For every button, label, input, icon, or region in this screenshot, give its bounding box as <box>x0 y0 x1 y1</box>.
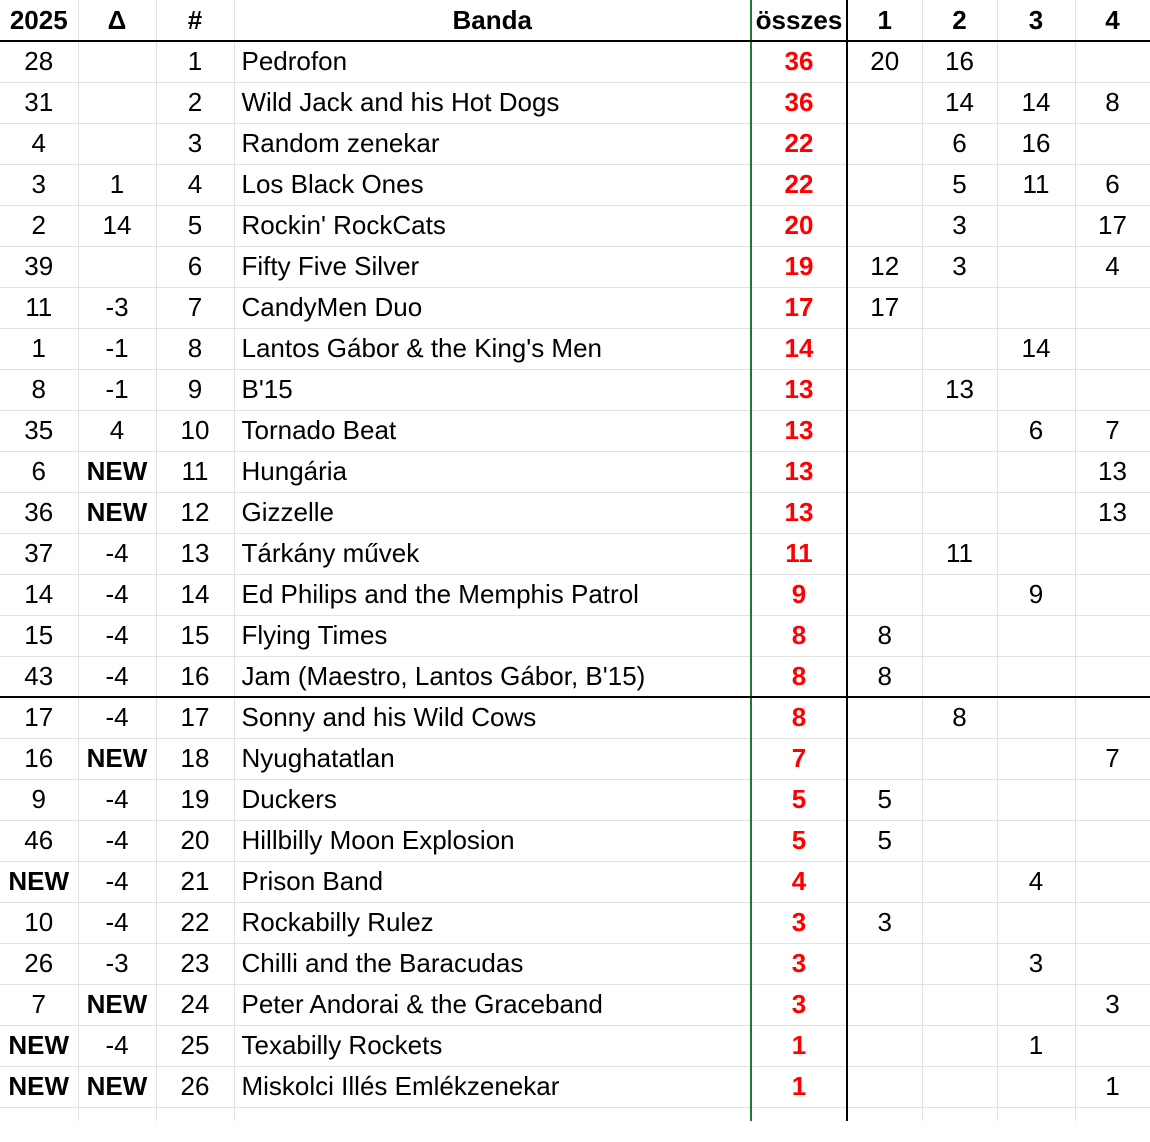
cell-year[interactable]: 43 <box>0 656 78 697</box>
header-total[interactable]: összes <box>751 0 847 41</box>
cell-rank[interactable]: 8 <box>156 328 234 369</box>
cell-delta[interactable]: NEW <box>78 492 156 533</box>
cell-round-1[interactable]: 5 <box>847 820 922 861</box>
table-row <box>0 984 1150 1025</box>
cell-band[interactable]: Lantos Gábor & the King's Men <box>234 328 751 369</box>
cell-total[interactable]: 1 <box>751 1066 847 1107</box>
cell-round-3[interactable] <box>997 984 1075 1025</box>
cell-rank[interactable]: 4 <box>156 164 234 205</box>
cell-round-2[interactable] <box>922 902 997 943</box>
table-row <box>0 82 1150 123</box>
cell-delta[interactable] <box>78 82 156 123</box>
cell-total[interactable]: 5 <box>751 820 847 861</box>
cell-year[interactable]: 39 <box>0 246 78 287</box>
cell-round-2[interactable] <box>922 451 997 492</box>
cell-total[interactable]: 36 <box>751 41 847 82</box>
cell-total[interactable]: 3 <box>751 943 847 984</box>
header-round-4[interactable]: 4 <box>1075 0 1150 41</box>
cell-round-3[interactable]: 14 <box>997 328 1075 369</box>
cell-rank[interactable]: 15 <box>156 615 234 656</box>
cell-year[interactable]: NEW <box>0 1025 78 1066</box>
cell-round-3[interactable] <box>997 205 1075 246</box>
cell-total[interactable]: 13 <box>751 451 847 492</box>
cell-round-3[interactable]: 16 <box>997 123 1075 164</box>
cell-rank[interactable]: 12 <box>156 492 234 533</box>
cell-round-4[interactable] <box>1075 1025 1150 1066</box>
cell-total[interactable]: 20 <box>751 205 847 246</box>
cell-round-2[interactable] <box>922 656 997 697</box>
cell-rank[interactable]: 2 <box>156 82 234 123</box>
cell-band[interactable]: Flying Times <box>234 615 751 656</box>
cell-band[interactable]: Wild Jack and his Hot Dogs <box>234 82 751 123</box>
cell-delta[interactable]: -1 <box>78 369 156 410</box>
table-row <box>0 369 1150 410</box>
cell-round-3[interactable] <box>997 902 1075 943</box>
cell-delta[interactable]: -4 <box>78 861 156 902</box>
cell-band[interactable]: Jam (Maestro, Lantos Gábor, B'15) <box>234 656 751 697</box>
cell-band[interactable]: Ed Philips and the Memphis Patrol <box>234 574 751 615</box>
cell-round-1[interactable] <box>847 369 922 410</box>
header-band[interactable]: Banda <box>234 0 751 41</box>
cell-round-2[interactable]: 3 <box>922 205 997 246</box>
cell-round-2[interactable] <box>922 1025 997 1066</box>
cell-band[interactable]: Pedrofon <box>234 41 751 82</box>
cell-band[interactable]: Nyughatatlan <box>234 738 751 779</box>
cell-round-4[interactable]: 1 <box>1075 1066 1150 1107</box>
cell-total[interactable]: 9 <box>751 574 847 615</box>
cell-total[interactable]: 13 <box>751 492 847 533</box>
cell-year[interactable]: 16 <box>0 738 78 779</box>
cell-round-3[interactable]: 9 <box>997 574 1075 615</box>
cell-round-1[interactable]: 8 <box>847 656 922 697</box>
cell-round-1[interactable]: 5 <box>847 779 922 820</box>
cell-round-1[interactable] <box>847 1066 922 1107</box>
cell-rank[interactable]: 24 <box>156 984 234 1025</box>
cell-round-1[interactable] <box>847 205 922 246</box>
cell-round-2[interactable]: 11 <box>922 533 997 574</box>
cell-band[interactable]: Gizzelle <box>234 492 751 533</box>
cell-total[interactable]: 19 <box>751 246 847 287</box>
cell-round-4[interactable]: 17 <box>1075 205 1150 246</box>
empty-cell[interactable] <box>1075 1107 1150 1121</box>
cell-round-4[interactable] <box>1075 287 1150 328</box>
cell-delta[interactable]: -1 <box>78 328 156 369</box>
cell-round-3[interactable] <box>997 656 1075 697</box>
cell-round-3[interactable] <box>997 287 1075 328</box>
table-row <box>0 123 1150 164</box>
cell-delta[interactable]: -4 <box>78 697 156 738</box>
cell-rank[interactable]: 21 <box>156 861 234 902</box>
cell-rank[interactable]: 26 <box>156 1066 234 1107</box>
table-row <box>0 410 1150 451</box>
cell-round-3[interactable] <box>997 1066 1075 1107</box>
cell-rank[interactable]: 18 <box>156 738 234 779</box>
cell-round-1[interactable]: 3 <box>847 902 922 943</box>
table-row <box>0 902 1150 943</box>
cell-year[interactable]: 14 <box>0 574 78 615</box>
cell-band[interactable]: Peter Andorai & the Graceband <box>234 984 751 1025</box>
cell-total[interactable]: 3 <box>751 984 847 1025</box>
cell-rank[interactable]: 3 <box>156 123 234 164</box>
cell-band[interactable]: Fifty Five Silver <box>234 246 751 287</box>
cell-round-2[interactable] <box>922 1066 997 1107</box>
cell-round-1[interactable] <box>847 943 922 984</box>
cell-band[interactable]: Los Black Ones <box>234 164 751 205</box>
cell-delta[interactable]: -4 <box>78 533 156 574</box>
cell-round-4[interactable] <box>1075 41 1150 82</box>
cell-round-1[interactable]: 12 <box>847 246 922 287</box>
empty-cell[interactable] <box>156 1107 234 1121</box>
table-row <box>0 943 1150 984</box>
cell-round-1[interactable] <box>847 123 922 164</box>
cell-rank[interactable]: 23 <box>156 943 234 984</box>
table-row <box>0 492 1150 533</box>
cell-round-1[interactable] <box>847 1025 922 1066</box>
table-row <box>0 738 1150 779</box>
cell-total[interactable]: 1 <box>751 1025 847 1066</box>
empty-cell[interactable] <box>0 1107 78 1121</box>
cell-year[interactable]: 8 <box>0 369 78 410</box>
cell-round-2[interactable]: 6 <box>922 123 997 164</box>
cell-year[interactable]: 46 <box>0 820 78 861</box>
cell-round-4[interactable] <box>1075 697 1150 738</box>
cell-round-4[interactable]: 7 <box>1075 738 1150 779</box>
cell-round-3[interactable]: 4 <box>997 861 1075 902</box>
cell-round-3[interactable]: 11 <box>997 164 1075 205</box>
cell-round-4[interactable] <box>1075 656 1150 697</box>
cell-round-4[interactable] <box>1075 123 1150 164</box>
cell-year[interactable]: 11 <box>0 287 78 328</box>
cell-round-3[interactable] <box>997 492 1075 533</box>
cell-band[interactable]: Duckers <box>234 779 751 820</box>
cell-year[interactable]: 3 <box>0 164 78 205</box>
cell-rank[interactable]: 11 <box>156 451 234 492</box>
cell-rank[interactable]: 20 <box>156 820 234 861</box>
cell-total[interactable]: 13 <box>751 369 847 410</box>
table-row <box>0 205 1150 246</box>
cell-rank[interactable]: 22 <box>156 902 234 943</box>
header-rank[interactable]: # <box>156 0 234 41</box>
cell-round-4[interactable]: 3 <box>1075 984 1150 1025</box>
cell-rank[interactable]: 16 <box>156 656 234 697</box>
cell-total[interactable]: 5 <box>751 779 847 820</box>
cell-round-3[interactable] <box>997 615 1075 656</box>
cell-year[interactable]: 2 <box>0 205 78 246</box>
cell-round-1[interactable]: 17 <box>847 287 922 328</box>
cell-year[interactable]: 35 <box>0 410 78 451</box>
cell-round-3[interactable] <box>997 779 1075 820</box>
table-row <box>0 246 1150 287</box>
empty-cell[interactable] <box>997 1107 1075 1121</box>
cell-round-4[interactable] <box>1075 779 1150 820</box>
cell-round-1[interactable] <box>847 328 922 369</box>
table-row <box>0 820 1150 861</box>
table-row <box>0 697 1150 738</box>
cell-round-2[interactable]: 13 <box>922 369 997 410</box>
cell-rank[interactable]: 17 <box>156 697 234 738</box>
cell-band[interactable]: Sonny and his Wild Cows <box>234 697 751 738</box>
cell-total[interactable]: 11 <box>751 533 847 574</box>
cell-round-4[interactable]: 6 <box>1075 164 1150 205</box>
header-delta[interactable]: Δ <box>78 0 156 41</box>
cell-total[interactable]: 8 <box>751 615 847 656</box>
cell-round-2[interactable] <box>922 984 997 1025</box>
cell-round-2[interactable] <box>922 492 997 533</box>
cell-total[interactable]: 36 <box>751 82 847 123</box>
cell-band[interactable]: CandyMen Duo <box>234 287 751 328</box>
cell-round-3[interactable]: 6 <box>997 410 1075 451</box>
table-row <box>0 1025 1150 1066</box>
cell-round-1[interactable] <box>847 82 922 123</box>
cell-delta[interactable]: -4 <box>78 656 156 697</box>
cell-round-2[interactable]: 14 <box>922 82 997 123</box>
table-row <box>0 328 1150 369</box>
cell-round-2[interactable] <box>922 861 997 902</box>
cell-delta[interactable]: -4 <box>78 615 156 656</box>
cell-delta[interactable]: -4 <box>78 1025 156 1066</box>
cell-delta[interactable] <box>78 246 156 287</box>
cell-year[interactable]: 6 <box>0 451 78 492</box>
cell-band[interactable]: Rockabilly Rulez <box>234 902 751 943</box>
cell-year[interactable]: 28 <box>0 41 78 82</box>
cell-round-1[interactable] <box>847 492 922 533</box>
cell-round-1[interactable] <box>847 574 922 615</box>
cell-round-4[interactable] <box>1075 943 1150 984</box>
cell-band[interactable]: Rockin' RockCats <box>234 205 751 246</box>
cell-year[interactable]: 7 <box>0 984 78 1025</box>
cell-year[interactable]: 17 <box>0 697 78 738</box>
cell-round-4[interactable]: 4 <box>1075 246 1150 287</box>
cell-year[interactable]: 26 <box>0 943 78 984</box>
cell-total[interactable]: 22 <box>751 164 847 205</box>
cell-round-4[interactable]: 13 <box>1075 492 1150 533</box>
cell-round-1[interactable] <box>847 697 922 738</box>
cell-round-2[interactable] <box>922 820 997 861</box>
cell-round-2[interactable] <box>922 328 997 369</box>
empty-cell[interactable] <box>78 1107 156 1121</box>
cell-delta[interactable]: -4 <box>78 779 156 820</box>
cell-year[interactable]: 36 <box>0 492 78 533</box>
table-row <box>0 1066 1150 1107</box>
cell-band[interactable]: Miskolci Illés Emlékzenekar <box>234 1066 751 1107</box>
cell-round-1[interactable] <box>847 410 922 451</box>
cell-delta[interactable]: NEW <box>78 738 156 779</box>
cell-round-3[interactable] <box>997 738 1075 779</box>
cell-band[interactable]: Prison Band <box>234 861 751 902</box>
cell-round-2[interactable] <box>922 410 997 451</box>
cell-round-1[interactable]: 20 <box>847 41 922 82</box>
cell-band[interactable]: Tornado Beat <box>234 410 751 451</box>
table-row <box>0 656 1150 697</box>
cell-rank[interactable]: 14 <box>156 574 234 615</box>
cell-round-2[interactable]: 3 <box>922 246 997 287</box>
cell-round-1[interactable] <box>847 164 922 205</box>
cell-delta[interactable]: -4 <box>78 902 156 943</box>
cell-round-3[interactable] <box>997 369 1075 410</box>
cell-round-4[interactable] <box>1075 328 1150 369</box>
cell-round-2[interactable] <box>922 738 997 779</box>
cell-band[interactable]: B'15 <box>234 369 751 410</box>
cell-round-2[interactable]: 8 <box>922 697 997 738</box>
cell-round-1[interactable] <box>847 984 922 1025</box>
cell-rank[interactable]: 6 <box>156 246 234 287</box>
header-year[interactable]: 2025 <box>0 0 78 41</box>
cell-round-1[interactable] <box>847 738 922 779</box>
cell-round-4[interactable] <box>1075 574 1150 615</box>
cell-year[interactable]: NEW <box>0 861 78 902</box>
cell-round-4[interactable]: 8 <box>1075 82 1150 123</box>
cell-round-1[interactable] <box>847 861 922 902</box>
cell-delta[interactable]: 1 <box>78 164 156 205</box>
cell-round-3[interactable]: 14 <box>997 82 1075 123</box>
table-row <box>0 451 1150 492</box>
cell-delta[interactable]: NEW <box>78 984 156 1025</box>
cell-round-2[interactable] <box>922 574 997 615</box>
table-row <box>0 41 1150 82</box>
cell-rank[interactable]: 10 <box>156 410 234 451</box>
header-round-1[interactable]: 1 <box>847 0 922 41</box>
cell-round-4[interactable] <box>1075 533 1150 574</box>
cell-rank[interactable]: 9 <box>156 369 234 410</box>
empty-cell[interactable] <box>234 1107 751 1121</box>
cell-round-4[interactable] <box>1075 615 1150 656</box>
cell-total[interactable]: 14 <box>751 328 847 369</box>
cell-round-4[interactable] <box>1075 861 1150 902</box>
cell-round-3[interactable] <box>997 41 1075 82</box>
cell-delta[interactable]: -4 <box>78 820 156 861</box>
cell-round-4[interactable] <box>1075 369 1150 410</box>
cell-round-3[interactable]: 3 <box>997 943 1075 984</box>
cell-round-4[interactable]: 7 <box>1075 410 1150 451</box>
cell-band[interactable]: Texabilly Rockets <box>234 1025 751 1066</box>
header-round-2[interactable]: 2 <box>922 0 997 41</box>
cell-round-2[interactable] <box>922 287 997 328</box>
cell-delta[interactable]: 14 <box>78 205 156 246</box>
cell-round-4[interactable] <box>1075 902 1150 943</box>
cell-band[interactable]: Tárkány művek <box>234 533 751 574</box>
cell-delta[interactable]: -4 <box>78 574 156 615</box>
cell-year[interactable]: 37 <box>0 533 78 574</box>
cell-delta[interactable]: -3 <box>78 943 156 984</box>
cell-rank[interactable]: 13 <box>156 533 234 574</box>
cell-round-2[interactable] <box>922 943 997 984</box>
cell-round-3[interactable] <box>997 533 1075 574</box>
table-row <box>0 287 1150 328</box>
cell-rank[interactable]: 25 <box>156 1025 234 1066</box>
cell-band[interactable]: Chilli and the Baracudas <box>234 943 751 984</box>
cell-total[interactable]: 3 <box>751 902 847 943</box>
table-row <box>0 164 1150 205</box>
table-row <box>0 779 1150 820</box>
cell-rank[interactable]: 7 <box>156 287 234 328</box>
cell-year[interactable]: 10 <box>0 902 78 943</box>
cell-round-4[interactable] <box>1075 820 1150 861</box>
empty-row <box>0 1107 1150 1121</box>
cell-total[interactable]: 13 <box>751 410 847 451</box>
table-row <box>0 533 1150 574</box>
cell-year[interactable]: 15 <box>0 615 78 656</box>
cell-delta[interactable] <box>78 123 156 164</box>
header-round-3[interactable]: 3 <box>997 0 1075 41</box>
table-row <box>0 615 1150 656</box>
empty-cell[interactable] <box>922 1107 997 1121</box>
cell-round-4[interactable]: 13 <box>1075 451 1150 492</box>
cell-band[interactable]: Hungária <box>234 451 751 492</box>
cell-rank[interactable]: 1 <box>156 41 234 82</box>
cell-year[interactable]: 9 <box>0 779 78 820</box>
cell-year[interactable]: 4 <box>0 123 78 164</box>
cell-round-1[interactable] <box>847 533 922 574</box>
cell-delta[interactable]: 4 <box>78 410 156 451</box>
cell-year[interactable]: 1 <box>0 328 78 369</box>
cell-band[interactable]: Hillbilly Moon Explosion <box>234 820 751 861</box>
cell-round-1[interactable] <box>847 451 922 492</box>
cell-delta[interactable]: -3 <box>78 287 156 328</box>
table-row <box>0 574 1150 615</box>
cell-total[interactable]: 4 <box>751 861 847 902</box>
cell-rank[interactable]: 19 <box>156 779 234 820</box>
cell-band[interactable]: Random zenekar <box>234 123 751 164</box>
table-row <box>0 861 1150 902</box>
cell-round-3[interactable] <box>997 451 1075 492</box>
cell-round-2[interactable]: 16 <box>922 41 997 82</box>
cell-delta[interactable]: NEW <box>78 1066 156 1107</box>
table-body <box>0 41 1150 1121</box>
cell-round-3[interactable] <box>997 246 1075 287</box>
cell-total[interactable]: 7 <box>751 738 847 779</box>
cell-total[interactable]: 22 <box>751 123 847 164</box>
empty-cell[interactable] <box>751 1107 847 1121</box>
cell-year[interactable]: NEW <box>0 1066 78 1107</box>
cell-round-3[interactable] <box>997 820 1075 861</box>
cell-round-2[interactable] <box>922 779 997 820</box>
cell-total[interactable]: 8 <box>751 656 847 697</box>
cell-round-1[interactable]: 8 <box>847 615 922 656</box>
cell-year[interactable]: 31 <box>0 82 78 123</box>
header-row <box>0 0 1150 41</box>
cell-rank[interactable]: 5 <box>156 205 234 246</box>
cell-total[interactable]: 8 <box>751 697 847 738</box>
cell-round-3[interactable] <box>997 697 1075 738</box>
cell-round-2[interactable] <box>922 615 997 656</box>
cell-delta[interactable]: NEW <box>78 451 156 492</box>
cell-total[interactable]: 17 <box>751 287 847 328</box>
cell-delta[interactable] <box>78 41 156 82</box>
cell-round-2[interactable]: 5 <box>922 164 997 205</box>
cell-round-3[interactable]: 1 <box>997 1025 1075 1066</box>
empty-cell[interactable] <box>847 1107 922 1121</box>
